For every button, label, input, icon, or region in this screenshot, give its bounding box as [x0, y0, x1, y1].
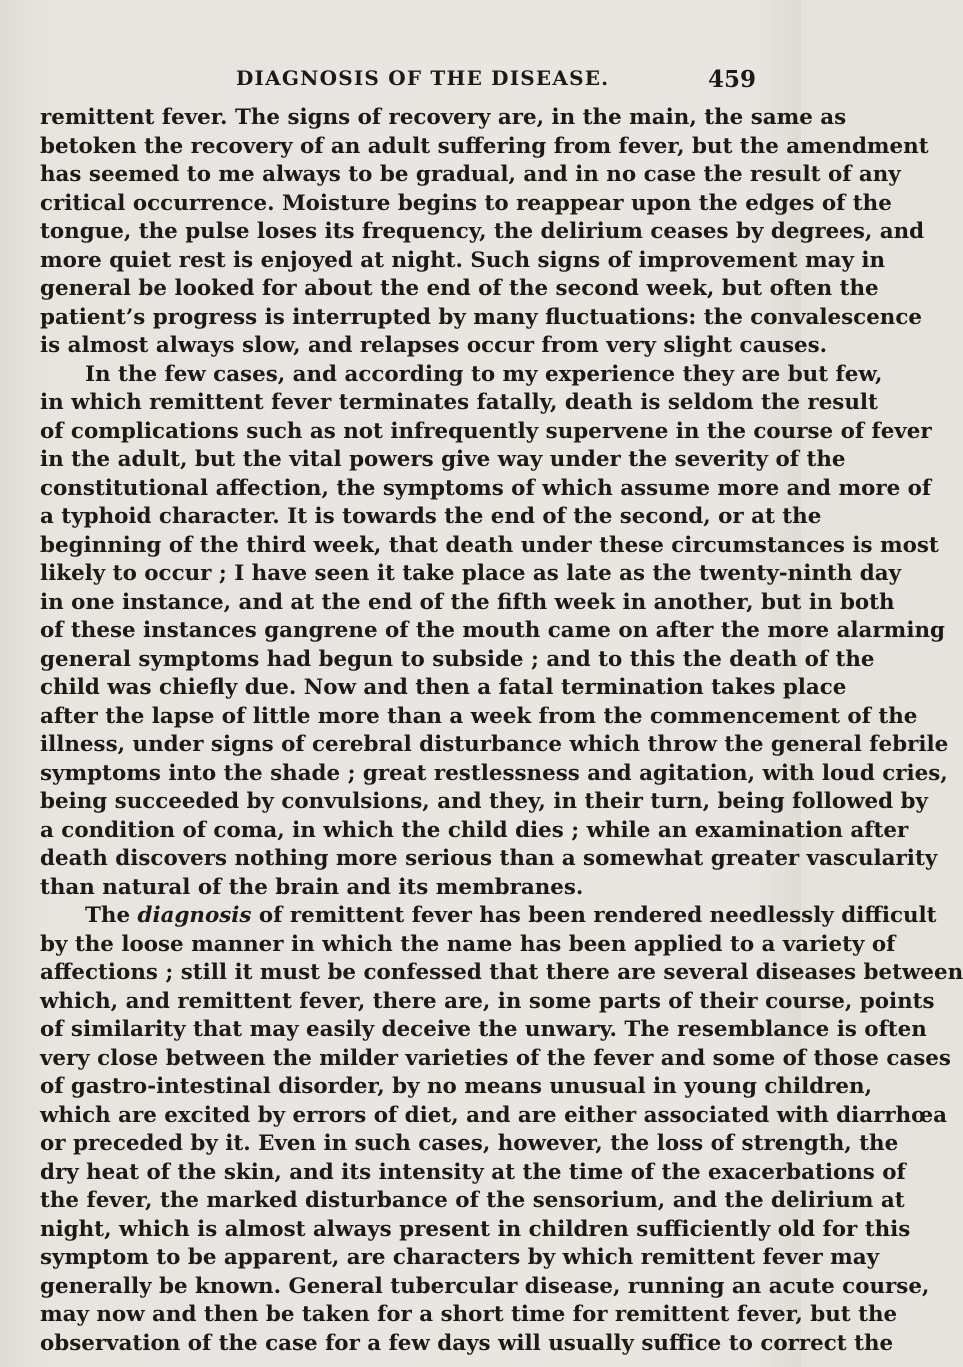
text-line: The diagnosis of remittent fever has been rendered needlessly difficult	[85, 903, 937, 928]
text-line: likely to occur ; I have seen it take place as late as the twenty-ninth day	[40, 561, 902, 586]
text-line: a typhoid character. It is towards the end of the second, or at the	[40, 504, 822, 529]
text-line: very close between the milder varieties of the fever and some of those cases	[40, 1045, 951, 1071]
text-line: death discovers nothing more serious than a somewhat greater vascularity	[40, 846, 938, 871]
text-line: In the few cases, and according to my experience they are but few,	[85, 361, 883, 387]
text-line: affections ; still it must be confessed that there are several diseases between	[40, 960, 963, 985]
running-head	[236, 66, 756, 94]
text-line: than natural of the brain and its membranes.	[40, 874, 584, 900]
text-line: betoken the recovery of an adult suffering from fever, but the amendment	[40, 133, 929, 159]
text-line: is almost always slow, and relapses occur from very slight causes.	[40, 333, 828, 358]
text-line: general symptoms had begun to subside ; and to this the death of the	[40, 646, 875, 672]
page-number: 459	[707, 66, 756, 93]
text-line: critical occurrence. Moisture begins to reappear upon the edges of the	[40, 190, 892, 216]
text-line: symptoms into the shade ; great restlessness and agitation, with loud cries,	[40, 760, 948, 786]
text-line: by the loose manner in which the name has been applied to a variety of	[40, 931, 896, 957]
text-line: the fever, the marked disturbance of the sensorium, and the delirium at	[40, 1188, 905, 1213]
text-line: which are excited by errors of diet, and are either associated with diarrhœa	[40, 1102, 948, 1128]
text-line: in one instance, and at the end of the fifth week in another, but in both	[40, 589, 895, 615]
text-line: observation of the case for a few days will usually suffice to correct the	[40, 1330, 894, 1356]
text-line: of gastro-intestinal disorder, by no means unusual in young children,	[40, 1074, 873, 1099]
text-line: in the adult, but the vital powers give way under the severity of the	[40, 447, 846, 472]
text-line: of these instances gangrene of the mouth came on after the more alarming	[40, 618, 945, 643]
text-line: after the lapse of little more than a week from the commencement of the	[40, 703, 918, 729]
text-line: or preceded by it. Even in such cases, however, the loss of strength, the	[40, 1131, 899, 1156]
text-line: dry heat of the skin, and its intensity at the time of the exacerbations of	[40, 1159, 906, 1185]
text-line: tongue, the pulse loses its frequency, the delirium ceases by degrees, and	[40, 219, 925, 244]
running-title: DIAGNOSIS OF THE DISEASE.	[236, 66, 610, 90]
text-line: a condition of coma, in which the child dies ; while an examination after	[40, 817, 909, 843]
text-line: symptom to be apparent, are characters by which remittent fever may	[40, 1245, 880, 1270]
text-line: of complications such as not infrequently supervene in the course of fever	[40, 418, 932, 444]
text-line: being succeeded by convulsions, and they, in their turn, being followed by	[40, 789, 928, 814]
body-text	[40, 104, 963, 1358]
text-line: remittent fever. The signs of recovery are, in the main, the same as	[40, 105, 847, 130]
text-line: night, which is almost always present in children sufficiently old for this	[40, 1216, 911, 1242]
text-line: more quiet rest is enjoyed at night. Such signs of improvement may in	[40, 247, 885, 273]
text-line: generally be known. General tubercular disease, running an acute course,	[40, 1273, 930, 1299]
text-line: which, and remittent fever, there are, in some parts of their course, points	[40, 988, 935, 1014]
text-line: illness, under signs of cerebral disturbance which throw the general febrile	[40, 732, 949, 757]
text-line: general be looked for about the end of the second week, but often the	[40, 276, 879, 301]
text-line: beginning of the third week, that death under these circumstances is most	[40, 532, 939, 558]
text-line: in which remittent fever terminates fatally, death is seldom the result	[40, 390, 878, 415]
text-line: constitutional affection, the symptoms of which assume more and more of	[40, 475, 932, 501]
text-line: may now and then be taken for a short time for remittent fever, but the	[40, 1302, 898, 1327]
text-line: has seemed to me always to be gradual, and in no case the result of any	[40, 162, 901, 187]
text-line: patient’s progress is interrupted by many fluctuations: the convalescence	[40, 304, 922, 330]
text-line: of similarity that may easily deceive the unwary. The resemblance is often	[40, 1017, 927, 1042]
text-line: child was chiefly due. Now and then a fatal termination takes place	[40, 675, 847, 700]
